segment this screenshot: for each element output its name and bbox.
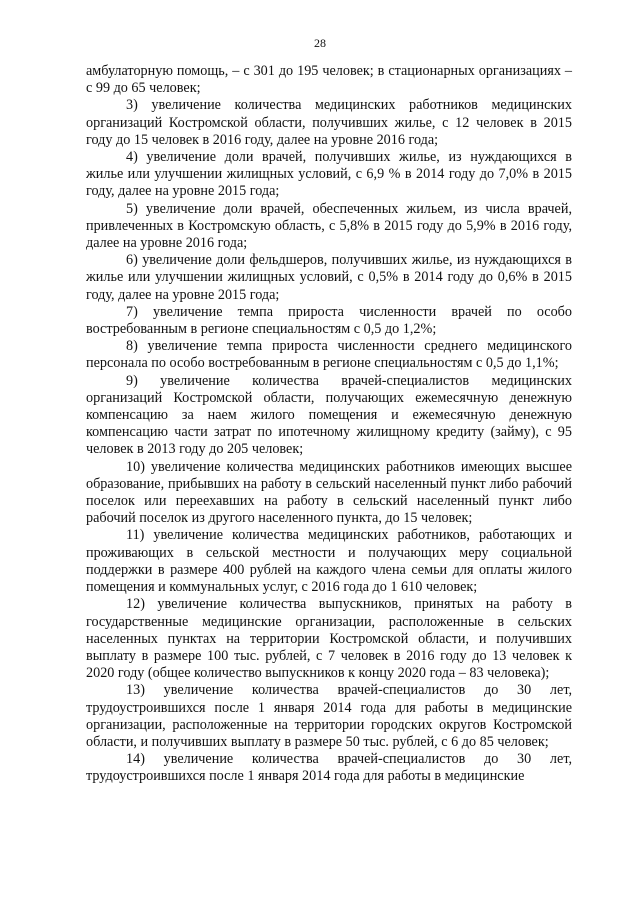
list-item: 13) увеличение количества врачей-специалистов до 30 лет, трудоустроившихся после 1 января 2014 года для работы в медицинские организации, расположенные на территории городских округов Костромской области, и получивших выплату в размере 50 тыс. рублей, с 6 до 85 человек;: [86, 682, 572, 750]
list-item: 12) увеличение количества выпускников, принятых на работу в государственные медицинские организации, расположенные в сельских населенных пунктах на территории Костромской области, и получивших выплату в размере 100 тыс. рублей, с 7 человек в 2016 году до 13 человек к 2020 году (общее количество выпускников к концу 2020 года – 83 человека);: [86, 596, 572, 682]
list-item: 9) увеличение количества врачей-специалистов медицинских организаций Костромской области, получающих ежемесячную денежную компенсацию за наем жилого помещения и ежемесячную денежную компенсацию части затрат по ипотечному жилищному кредиту (займу), с 95 человек в 2013 году до 205 человек;: [86, 372, 572, 458]
page-number: 28: [314, 36, 326, 50]
list-item: 5) увеличение доли врачей, обеспеченных жильем, из числа врачей, привлеченных в Костромскую область, с 5,8% в 2015 году до 5,9% в 2016 году, далее на уровне 2016 года;: [86, 200, 572, 252]
list-item: 10) увеличение количества медицинских работников имеющих высшее образование, прибывших на работу в сельский населенный пункт либо рабочий поселок или переехавших на работу в сельский населенный пункт либо рабочий поселок из другого населенного пункта, до 15 человек;: [86, 458, 572, 527]
document-body: [86, 63, 572, 786]
list-item: 14) увеличение количества врачей-специалистов до 30 лет, трудоустроившихся после 1 января 2014 года для работы в медицинские: [86, 751, 572, 785]
list-item: 11) увеличение количества медицинских работников, работающих и проживающих в сельской местности и получающих меру социальной поддержки в размере 400 рублей на каждого члена семьи для оплаты жилого помещения и коммунальных услуг, с 2016 года до 1 610 человек;: [86, 527, 572, 596]
list-item: 3) увеличение количества медицинских работников медицинских организаций Костромской области, получивших жилье, с 12 человек в 2015 году до 15 человек в 2016 году, далее на уровне 2016 года;: [86, 97, 572, 148]
list-item: 7) увеличение темпа прироста численности врачей по особо востребованным в регионе специальностям с 0,5 до 1,2%;: [86, 303, 572, 338]
paragraph-continuation: амбулаторную помощь, – с 301 до 195 человек; в стационарных организациях – с 99 до 65 человек;: [86, 63, 572, 97]
list-item: 6) увеличение доли фельдшеров, получивших жилье, из нуждающихся в жилье или улучшении жилищных условий, с 0,5% в 2014 году до 0,6% в 2015 году, далее на уровне 2015 года;: [86, 252, 572, 303]
list-item: 8) увеличение темпа прироста численности среднего медицинского персонала по особо востребованным в регионе специальностям с 0,5 до 1,1%;: [86, 338, 572, 372]
list-item: 4) увеличение доли врачей, получивших жилье, из нуждающихся в жилье или улучшении жилищных условий, с 6,9 % в 2014 году до 7,0% в 2015 году, далее на уровне 2015 года;: [86, 149, 572, 200]
